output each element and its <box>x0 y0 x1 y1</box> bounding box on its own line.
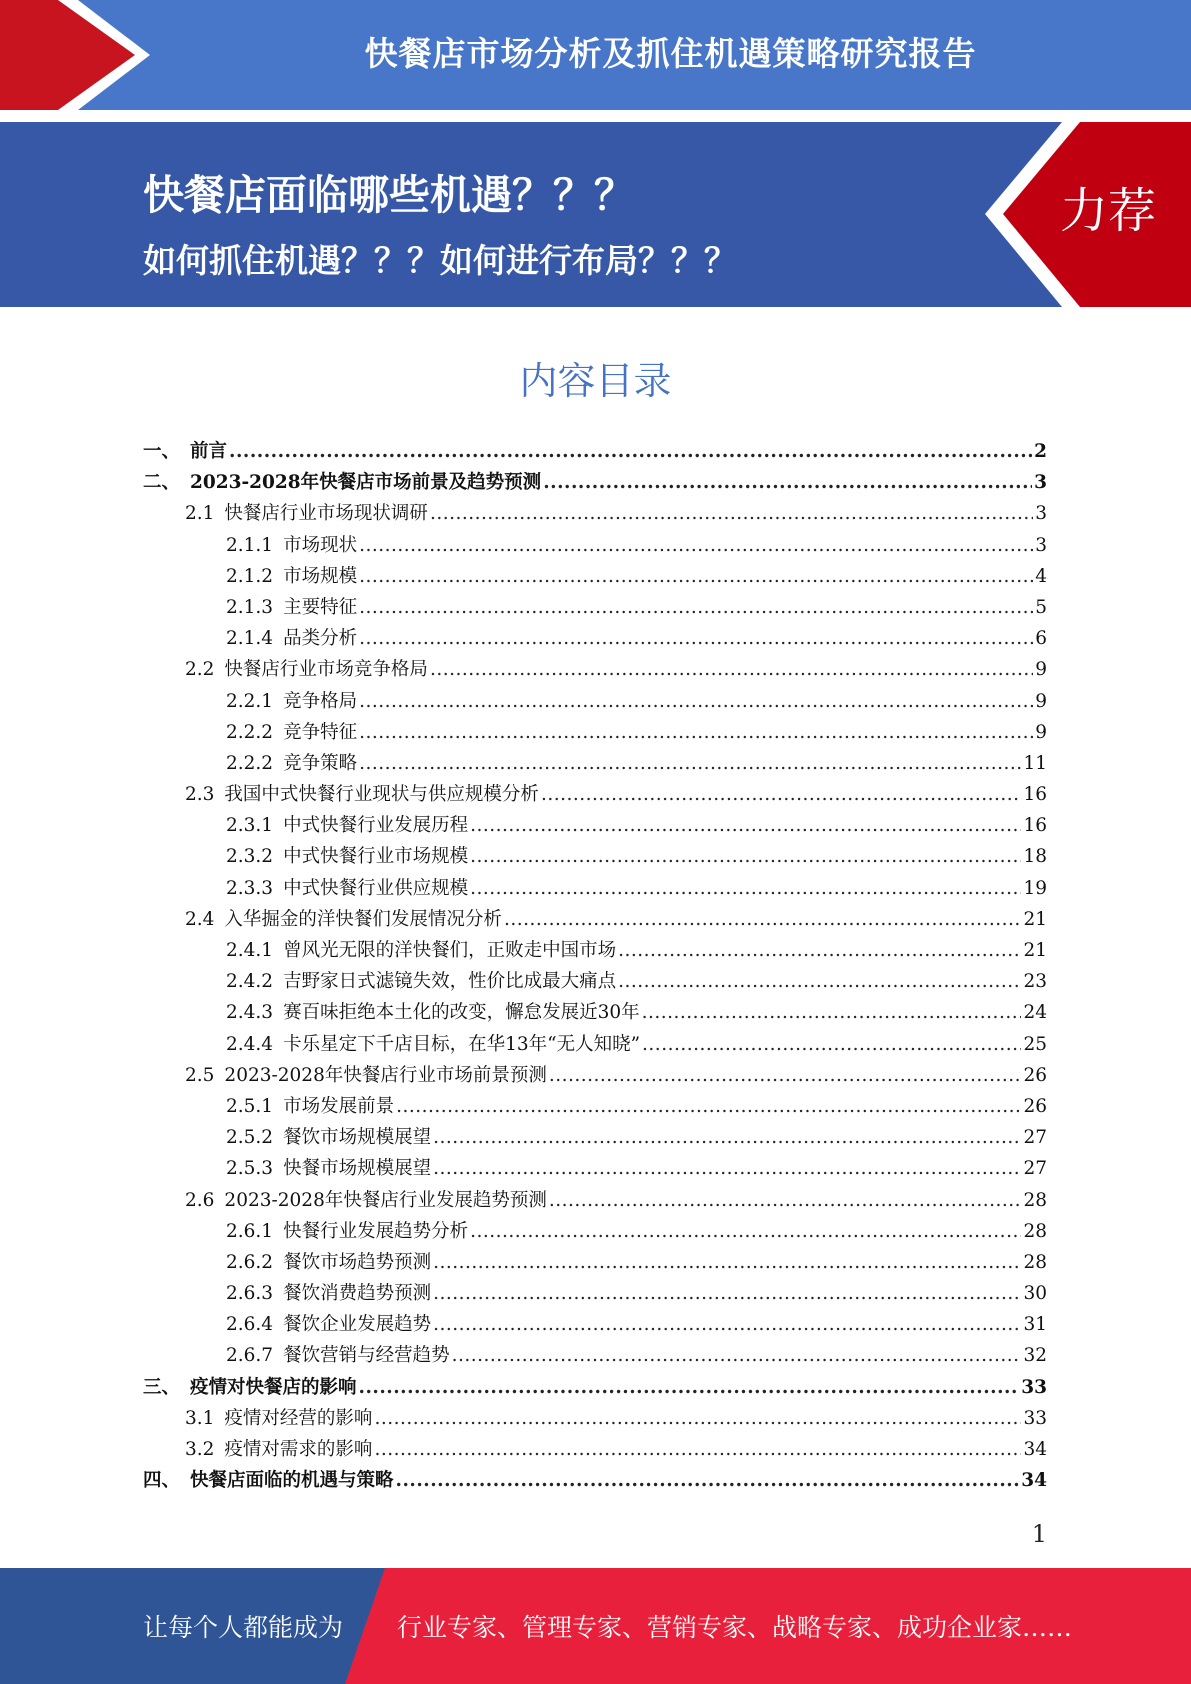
toc-entry-text: 主要特征 <box>283 596 358 618</box>
toc-leader-dots <box>470 873 1021 904</box>
toc-entry-number: 2.6.4 <box>226 1314 274 1336</box>
toc-entry-number: 2.5.1 <box>226 1095 274 1117</box>
toc-entry-number: 2.5.3 <box>226 1158 274 1180</box>
toc-entry-text: 快餐店行业市场现状调研 <box>224 503 428 525</box>
toc-entry[interactable] <box>143 686 1047 717</box>
toc-entry-text: 品类分析 <box>283 628 358 650</box>
toc-entry[interactable] <box>143 1185 1047 1216</box>
toc-entry-number: 2.4.2 <box>226 971 274 993</box>
toc-entry-text: 中式快餐行业市场规模 <box>283 846 469 868</box>
toc-entry[interactable] <box>143 1216 1047 1247</box>
footer-slogan-right: 行业专家、管理专家、营销专家、战略专家、成功企业家…… <box>397 1613 1073 1642</box>
toc-entry-number: 2.5.2 <box>226 1127 274 1149</box>
toc-entry[interactable] <box>143 1403 1047 1434</box>
toc-entry[interactable] <box>143 810 1047 841</box>
toc-entry[interactable] <box>143 935 1047 966</box>
toc-entry[interactable] <box>143 717 1047 748</box>
toc-entry[interactable] <box>143 654 1047 685</box>
toc-entry-number: 2.3.1 <box>226 815 274 837</box>
toc-entry-number: 2.2.2 <box>226 721 274 743</box>
toc-entry[interactable] <box>143 592 1047 623</box>
footer-banner <box>0 1568 1191 1684</box>
toc-leader-dots <box>359 686 1033 717</box>
toc-entry-number: 2.4.3 <box>226 1002 274 1024</box>
toc-leader-dots <box>359 717 1033 748</box>
toc-entry[interactable] <box>143 1091 1047 1122</box>
toc-entry-text: 市场发展前景 <box>283 1095 395 1117</box>
toc-entry-text: 2023-2028年快餐店市场前景及趋势预测 <box>190 472 542 494</box>
toc-entry[interactable] <box>143 530 1047 561</box>
toc-entry[interactable] <box>143 436 1047 467</box>
toc-entry-page: 24 <box>1023 1002 1047 1024</box>
toc-leader-dots <box>433 1153 1021 1184</box>
toc-entry-text: 中式快餐行业供应规模 <box>283 877 469 899</box>
toc-leader-dots <box>396 1091 1021 1122</box>
toc-leader-dots <box>642 1029 1021 1060</box>
toc-leader-dots <box>359 561 1033 592</box>
toc-leader-dots <box>470 810 1021 841</box>
toc-entry-text: 市场规模 <box>283 565 358 587</box>
toc-entry[interactable] <box>143 873 1047 904</box>
toc-entry-page: 6 <box>1035 628 1047 650</box>
toc-leader-dots <box>396 1465 1020 1496</box>
toc-entry-text: 赛百味拒绝本土化的改变，懈怠发展近30年 <box>283 1002 640 1024</box>
toc-entry-page: 23 <box>1023 971 1047 993</box>
toc-entry-text: 曾风光无限的洋快餐们，正败走中国市场 <box>283 940 617 961</box>
toc-entry[interactable] <box>143 1309 1047 1340</box>
toc-leader-dots <box>433 1309 1021 1340</box>
toc-leader-dots <box>430 498 1033 529</box>
toc-entry-number: 2.3 <box>185 784 215 806</box>
toc-entry-page: 26 <box>1023 1095 1047 1117</box>
toc-entry-page: 32 <box>1023 1345 1047 1367</box>
toc-leader-dots <box>543 467 1032 498</box>
toc-leader-dots <box>430 654 1033 685</box>
toc-entry-text: 餐饮营销与经营趋势 <box>283 1345 450 1367</box>
toc-entry-number: 一、 <box>143 441 181 462</box>
toc-entry[interactable] <box>143 1278 1047 1309</box>
toc-leader-dots <box>433 1278 1021 1309</box>
page-number: 1 <box>1031 1520 1047 1548</box>
toc-title: 内容目录 <box>519 359 672 403</box>
toc-entry-number: 2.1 <box>185 503 215 525</box>
report-title: 快餐店市场分析及抓住机遇策略研究报告 <box>364 34 977 73</box>
toc-leader-dots <box>549 1060 1022 1091</box>
toc-entry-text: 疫情对经营的影响 <box>224 1407 373 1429</box>
toc-entry-number: 2.2 <box>185 659 215 681</box>
toc-entry-number: 2.6.1 <box>226 1220 274 1242</box>
toc-entry-text: 竞争特征 <box>283 721 358 743</box>
toc-entry-page: 28 <box>1023 1189 1047 1211</box>
toc-entry-number: 3.2 <box>185 1439 215 1460</box>
toc-entry[interactable] <box>143 841 1047 872</box>
toc-entry-page: 25 <box>1023 1033 1047 1055</box>
toc-entry-page: 16 <box>1023 784 1047 806</box>
hero-headline: 快餐店面临哪些机遇？？？ <box>143 171 635 219</box>
toc-entry-text: 餐饮消费趋势预测 <box>283 1283 432 1305</box>
toc-entry-page: 33 <box>1023 1407 1047 1429</box>
toc-entry-text: 疫情对快餐店的影响 <box>190 1376 357 1398</box>
toc-entry-text: 餐饮企业发展趋势 <box>283 1314 432 1336</box>
toc-leader-dots <box>359 748 1021 779</box>
toc-entry-number: 2.1.1 <box>226 534 274 556</box>
toc-leader-dots <box>618 935 1021 966</box>
top-banner <box>0 0 1191 110</box>
toc-entry-text: 快餐店面临的机遇与策略 <box>190 1470 394 1492</box>
toc-entry-number: 2.6 <box>185 1189 215 1211</box>
toc-entry-text: 竞争格局 <box>283 690 358 712</box>
toc-entry[interactable] <box>143 1465 1047 1496</box>
toc-leader-dots <box>433 1247 1021 1278</box>
toc-entry-page: 26 <box>1023 1064 1047 1086</box>
toc-entry-page: 21 <box>1023 940 1047 961</box>
toc-entry-number: 2.6.3 <box>226 1283 274 1305</box>
toc-entry-page: 2 <box>1034 441 1047 462</box>
toc-entry-text: 前言 <box>190 441 228 462</box>
toc-leader-dots <box>359 623 1033 654</box>
toc-leader-dots <box>359 530 1033 561</box>
toc-entry-number: 2.6.7 <box>226 1345 274 1367</box>
toc-entry-page: 34 <box>1023 1439 1047 1460</box>
toc-entry-number: 三、 <box>143 1376 181 1398</box>
toc-entry[interactable] <box>143 1434 1047 1465</box>
toc-entry-page: 34 <box>1021 1470 1047 1492</box>
toc-entry-text: 2023-2028年快餐店行业市场前景预测 <box>224 1064 547 1086</box>
toc-entry-number: 2.1.3 <box>226 596 274 618</box>
toc-entry-page: 4 <box>1035 565 1047 587</box>
toc-entry-page: 33 <box>1021 1376 1047 1398</box>
toc-leader-dots <box>452 1340 1022 1371</box>
toc-entry-page: 18 <box>1023 846 1047 868</box>
toc-entry[interactable] <box>143 904 1047 935</box>
toc-entry-page: 11 <box>1023 752 1047 774</box>
toc-leader-dots <box>359 1372 1020 1403</box>
toc-entry-number: 3.1 <box>185 1407 215 1429</box>
toc-entry[interactable] <box>143 1247 1047 1278</box>
toc-entry[interactable] <box>143 1029 1047 1060</box>
toc-entry[interactable] <box>143 966 1047 997</box>
toc-entry-number: 2.4 <box>185 908 215 930</box>
toc-entry[interactable] <box>143 561 1047 592</box>
toc-entry-page: 3 <box>1035 534 1047 556</box>
toc-entry-text: 快餐市场规模展望 <box>283 1158 432 1180</box>
toc-entry[interactable] <box>143 1372 1047 1403</box>
toc-entry[interactable] <box>143 1060 1047 1091</box>
toc-entry-number: 2.2.1 <box>226 690 274 712</box>
toc-entry-number: 2.6.2 <box>226 1251 274 1273</box>
toc-entry-page: 28 <box>1023 1220 1047 1242</box>
toc-leader-dots <box>374 1434 1021 1465</box>
table-of-contents <box>143 436 1047 1496</box>
toc-entry-page: 5 <box>1035 596 1047 618</box>
toc-entry-page: 30 <box>1023 1283 1047 1305</box>
toc-leader-dots <box>504 904 1022 935</box>
toc-entry[interactable] <box>143 1340 1047 1371</box>
toc-entry-page: 9 <box>1035 659 1047 681</box>
toc-entry[interactable] <box>143 498 1047 529</box>
toc-entry[interactable] <box>143 467 1047 498</box>
toc-entry-page: 3 <box>1034 472 1047 494</box>
toc-leader-dots <box>642 997 1022 1028</box>
toc-entry[interactable] <box>143 1122 1047 1153</box>
toc-entry-number: 2.1.2 <box>226 565 274 587</box>
toc-entry-number: 四、 <box>143 1470 181 1492</box>
toc-entry-page: 9 <box>1035 690 1047 712</box>
toc-entry-page: 19 <box>1023 877 1047 899</box>
toc-entry-text: 卡乐星定下千店目标，在华13年“无人知晓” <box>283 1033 641 1055</box>
toc-entry-text: 餐饮市场趋势预测 <box>283 1251 432 1273</box>
toc-entry-text: 竞争策略 <box>283 752 358 774</box>
toc-entry-page: 16 <box>1023 815 1047 837</box>
toc-entry-text: 市场现状 <box>283 534 358 556</box>
toc-leader-dots <box>374 1403 1021 1434</box>
toc-entry-text: 2023-2028年快餐店行业发展趋势预测 <box>224 1189 547 1211</box>
toc-leader-dots <box>433 1122 1021 1153</box>
hero-subheadline: 如何抓住机遇？？？如何进行布局？？？ <box>143 241 737 280</box>
toc-entry[interactable] <box>143 623 1047 654</box>
toc-entry-text: 餐饮市场规模展望 <box>283 1127 432 1149</box>
toc-entry-text: 入华掘金的洋快餐们发展情况分析 <box>224 908 502 930</box>
footer-slogan-left: 让每个人都能成为 <box>143 1613 344 1642</box>
toc-entry-text: 吉野家日式滤镜失效，性价比成最大痛点 <box>283 971 617 993</box>
toc-entry-number: 2.3.3 <box>226 877 274 899</box>
toc-entry-page: 28 <box>1023 1251 1047 1273</box>
toc-entry-text: 快餐店行业市场竞争格局 <box>224 659 428 681</box>
toc-entry-number: 2.5 <box>185 1064 215 1086</box>
toc-entry-number: 2.4.1 <box>226 940 274 961</box>
toc-entry-page: 27 <box>1023 1158 1047 1180</box>
toc-entry-number: 二、 <box>143 472 181 494</box>
toc-entry-text: 我国中式快餐行业现状与供应规模分析 <box>224 784 539 806</box>
toc-leader-dots <box>618 966 1021 997</box>
toc-entry[interactable] <box>143 1153 1047 1184</box>
toc-leader-dots <box>359 592 1033 623</box>
toc-entry-number: 2.1.4 <box>226 628 274 650</box>
toc-entry-page: 21 <box>1023 908 1047 930</box>
toc-entry-page: 9 <box>1035 721 1047 743</box>
toc-leader-dots <box>541 779 1022 810</box>
toc-entry-text: 中式快餐行业发展历程 <box>283 815 469 837</box>
toc-leader-dots <box>549 1185 1022 1216</box>
toc-leader-dots <box>470 841 1021 872</box>
recommend-badge: 力荐 <box>1060 183 1157 239</box>
toc-entry-text: 快餐行业发展趋势分析 <box>283 1220 469 1242</box>
toc-leader-dots <box>470 1216 1021 1247</box>
toc-entry-page: 27 <box>1023 1127 1047 1149</box>
toc-entry-page: 3 <box>1035 503 1047 525</box>
toc-entry-number: 2.4.4 <box>226 1033 274 1055</box>
toc-entry-text: 疫情对需求的影响 <box>224 1439 373 1460</box>
toc-entry-number: 2.2.2 <box>226 752 274 774</box>
hero-banner <box>0 122 1191 307</box>
toc-entry[interactable] <box>143 997 1047 1028</box>
toc-entry[interactable] <box>143 779 1047 810</box>
toc-entry-page: 31 <box>1023 1314 1047 1336</box>
toc-entry-number: 2.3.2 <box>226 846 274 868</box>
toc-leader-dots <box>229 436 1032 467</box>
toc-entry[interactable] <box>143 748 1047 779</box>
